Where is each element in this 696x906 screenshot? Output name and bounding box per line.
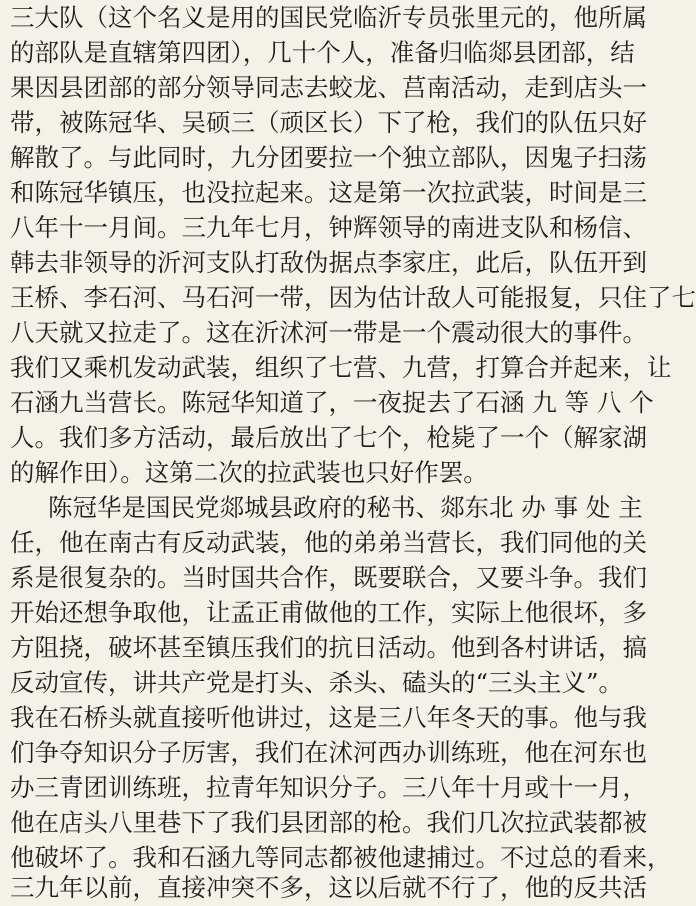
paragraph-1-line-14: 的解作田）。这第二次的拉武装也只好作罢。 [10,458,488,487]
paragraph-1-line-10: 八天就又拉走了。这在沂沭河一带是一个震动很大的事件。 [10,318,647,347]
paragraph-2-line-10: 他在店头八里巷下了我们县团部的枪。我们几次拉武装都被 [10,808,647,837]
paragraph-2-line-8: 们争夺知识分子厉害，我们在沭河西办训练班，他在河东也 [10,738,647,767]
paragraph-1-line-2: 的部队是直辖第四团），几十个人，准备归临郯县团部，结 [10,38,635,67]
paragraph-1-line-13: 人。我们多方活动，最后放出了七个，枪毙了一个（解家湖 [10,423,647,452]
paragraph-1-line-9: 王桥、李石河、马石河一带，因为估计敌人可能报复，只住了七 [10,283,696,312]
paragraph-2-line-12: 三九年以前，直接冲突不多，这以后就不行了，他的反共活 [10,873,647,902]
paragraph-1-line-7: 八年十一月间。三九年七月，钟辉领导的南进支队和杨信、 [10,213,647,242]
paragraph-1-line-8: 韩去非领导的沂河支队打敌伪据点李家庄，此后，队伍开到 [10,248,647,277]
paragraph-2-line-5: 方阻挠，破坏甚至镇压我们的抗日活动。他到各村讲话，搞 [10,633,647,662]
paragraph-2-line-6: 反动宣传，讲共产党是打头、杀头、磕头的“三头主义”。 [10,668,624,697]
paragraph-2-line-9: 办三青团训练班，拉青年知识分子。三八年十月或十一月， [10,773,647,802]
paragraph-2-line-2: 任，他在南古有反动武装，他的弟弟当营长，我们同他的关 [10,528,647,557]
paragraph-1-line-4: 带，被陈冠华、吴硕三（顽区长）下了枪，我们的队伍只好 [10,108,647,137]
paragraph-1-line-5: 解散了。与此同时，九分团要拉一个独立部队，因鬼子扫荡 [10,143,647,172]
paragraph-2-line-4: 开始还想争取他，让孟正甫做他的工作，实际上他很坏，多 [10,598,647,627]
paragraph-2-line-3: 系是很复杂的。当时国共合作，既要联合，又要斗争。我们 [10,563,647,592]
paragraph-1-line-3: 果因县团部的部分领导同志去蛟龙、莒南活动，走到店头一 [10,73,647,102]
paragraph-2-line-1: 陈冠华是国民党郯城县政府的秘书、郯东北 办 事 处 主 [48,493,643,522]
paragraph-1-line-1: 三大队（这个名义是用的国民党临沂专员张里元的，他所属 [10,3,647,32]
paragraph-1-line-6: 和陈冠华镇压，也没拉起来。这是第一次拉武装，时间是三 [10,178,647,207]
paragraph-2-line-7: 我在石桥头就直接听他讲过，这是三八年冬天的事。他与我 [10,703,647,732]
paragraph-1-line-11: 我们又乘机发动武装，组织了七营、九营，打算合并起来，让 [10,353,672,382]
paragraph-2-line-11: 他破坏了。我和石涵九等同志都被他逮捕过。不过总的看来， [10,843,672,872]
paragraph-1-line-12: 石涵九当营长。陈冠华知道了，一夜捉去了石涵 九 等 八 个 [10,388,654,417]
